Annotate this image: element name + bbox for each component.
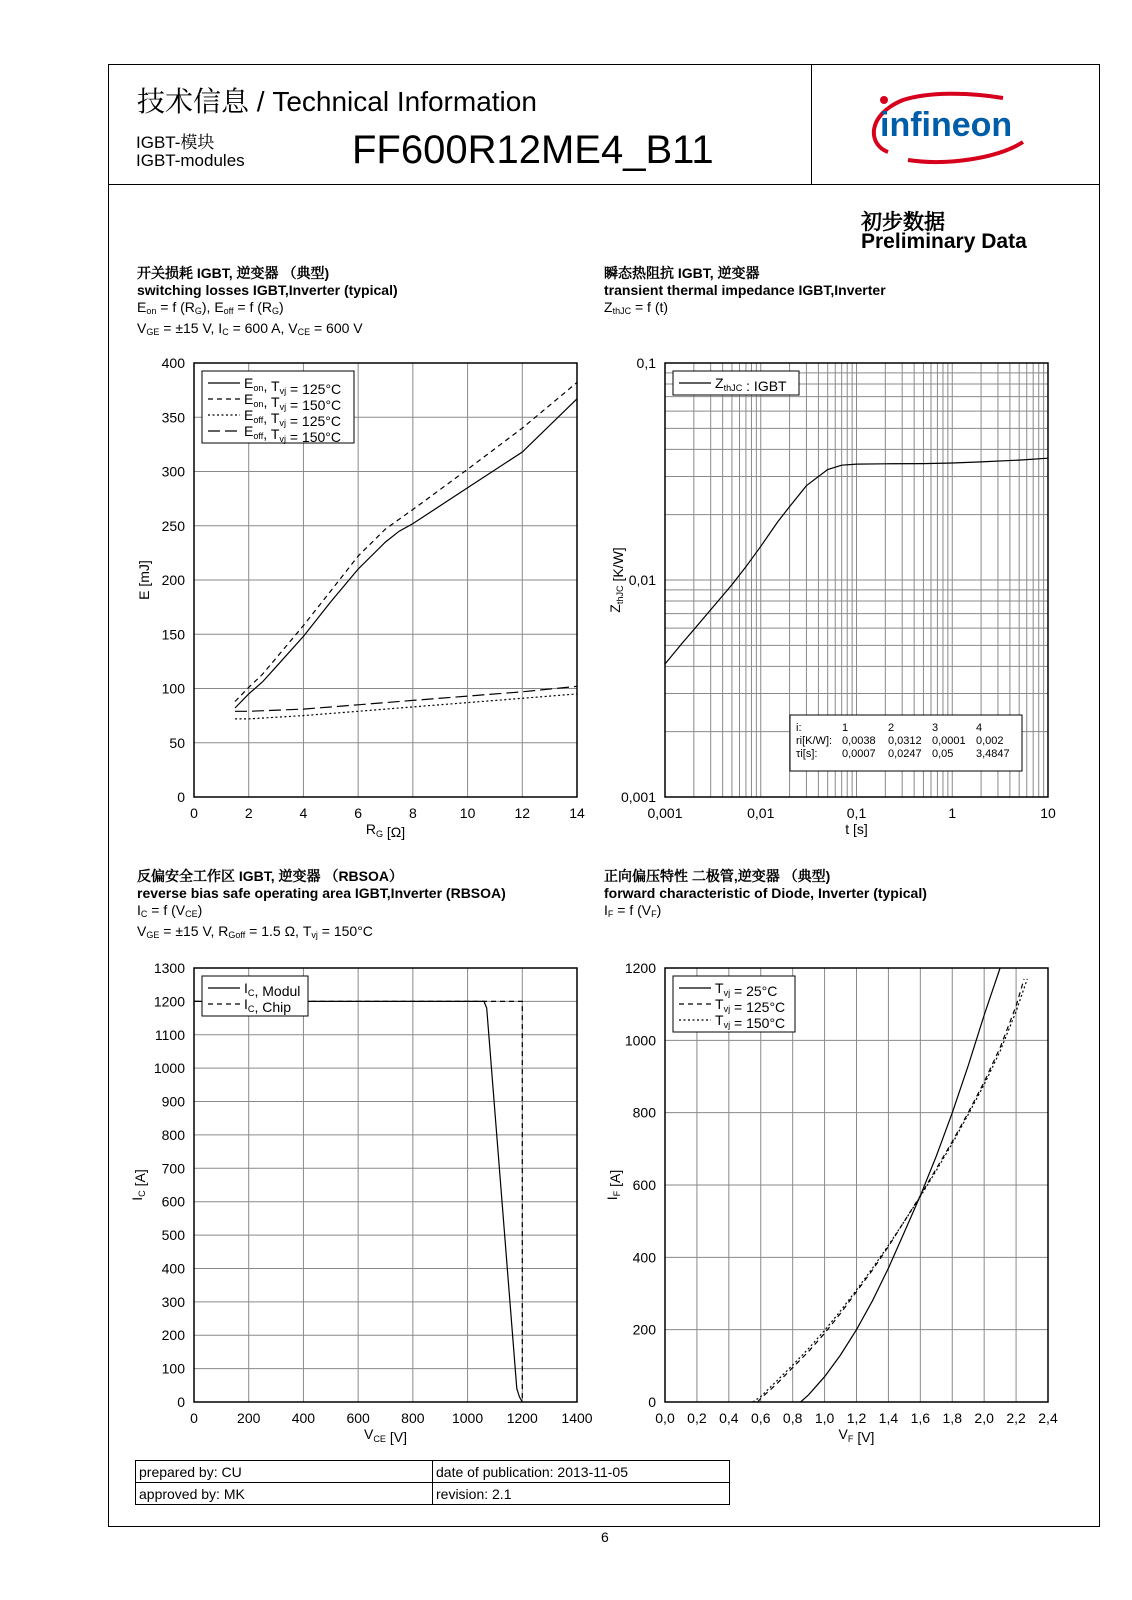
y-tick-label: 200 bbox=[632, 1321, 656, 1338]
y-tick-label: 600 bbox=[161, 1193, 185, 1210]
x-axis-label: $V_{CE}$ [V] bbox=[364, 1426, 407, 1445]
document-title: 技术信息 / Technical Information bbox=[137, 86, 537, 117]
caption-formula: $E_{on} = f$ $(R_G)$, $E_{off} = f$ $(R_G)$ bbox=[137, 299, 284, 316]
x-tick-label: 1,8 bbox=[942, 1410, 962, 1426]
y-tick-label: 0 bbox=[648, 1394, 656, 1410]
y-axis-label: $I_C$ [A] bbox=[129, 1169, 148, 1201]
y-tick-label: 0,1 bbox=[636, 355, 656, 371]
y-tick-label: 350 bbox=[161, 409, 185, 426]
caption-en: reverse bias safe operating area IGBT,Inverter (RBSOA) bbox=[137, 885, 506, 901]
y-tick-label: 600 bbox=[632, 1177, 656, 1193]
x-tick-label: 0 bbox=[190, 805, 198, 821]
y-tick-label: 900 bbox=[161, 1093, 185, 1110]
y-tick-label: 300 bbox=[161, 463, 185, 480]
rc-table-cell: 3 bbox=[932, 722, 939, 734]
x-tick-label: 14 bbox=[569, 805, 585, 821]
legend-label: $I_C$, Chip bbox=[244, 996, 292, 1015]
rc-table-cell: i: bbox=[796, 722, 802, 734]
y-tick-label: 150 bbox=[161, 626, 185, 643]
x-tick-label: 600 bbox=[346, 1410, 370, 1426]
rc-table-cell: 0,0312 bbox=[888, 735, 922, 747]
y-tick-label: 1000 bbox=[153, 1060, 185, 1077]
caption-cn: 开关损耗 IGBT, 逆变器 （典型) bbox=[137, 265, 330, 281]
rc-table-cell: 0,0038 bbox=[842, 735, 876, 747]
caption-en: forward characteristic of Diode, Inverter (typical) bbox=[604, 885, 927, 901]
caption-en: switching losses IGBT,Inverter (typical) bbox=[137, 282, 398, 298]
x-tick-label: 1000 bbox=[451, 1410, 484, 1426]
caption-cn: 瞬态热阻抗 IGBT, 逆变器 bbox=[604, 265, 760, 281]
x-tick-label: 0,4 bbox=[719, 1410, 739, 1426]
y-tick-label: 100 bbox=[161, 680, 185, 697]
publication-date: date of publication: 2013-11-05 bbox=[433, 1461, 730, 1483]
x-tick-label: 1200 bbox=[506, 1410, 538, 1426]
x-tick-label: 0,001 bbox=[647, 805, 683, 821]
caption-cn: 反偏安全工作区 IGBT, 逆变器 （RBSOA） bbox=[137, 868, 404, 884]
caption-cn: 正向偏压特性 二极管,逆变器 （典型) bbox=[604, 868, 831, 884]
logo-wordmark: infineon bbox=[880, 106, 1013, 144]
rc-table-cell: 0,002 bbox=[976, 735, 1004, 747]
page-number: 6 bbox=[601, 1529, 609, 1545]
rc-table-cell: 4 bbox=[976, 722, 983, 734]
y-tick-label: 300 bbox=[161, 1293, 185, 1310]
series-line bbox=[753, 979, 1028, 1402]
x-axis-label: $R_G$ [Ω] bbox=[365, 821, 406, 840]
y-tick-label: 500 bbox=[161, 1227, 185, 1244]
x-tick-label: 0,01 bbox=[747, 805, 775, 821]
x-tick-label: 8 bbox=[408, 805, 417, 821]
x-tick-label: 0,0 bbox=[655, 1410, 675, 1426]
x-tick-label: 12 bbox=[514, 805, 531, 821]
x-tick-label: 10 bbox=[459, 805, 476, 821]
x-tick-label: 1,0 bbox=[814, 1410, 835, 1426]
y-tick-label: 400 bbox=[161, 355, 185, 371]
revision: revision: 2.1 bbox=[433, 1483, 730, 1505]
x-tick-label: 2,0 bbox=[974, 1410, 994, 1426]
y-tick-label: 400 bbox=[161, 1260, 185, 1277]
y-tick-label: 1300 bbox=[153, 960, 185, 976]
x-tick-label: 0,1 bbox=[846, 805, 867, 821]
x-tick-label: 0,6 bbox=[751, 1410, 771, 1426]
x-tick-label: 0 bbox=[190, 1410, 198, 1426]
y-tick-label: 0 bbox=[177, 1394, 185, 1410]
x-tick-label: 1,4 bbox=[878, 1410, 899, 1426]
y-tick-label: 1200 bbox=[153, 993, 185, 1010]
x-tick-label: 2 bbox=[244, 805, 253, 821]
y-tick-label: 100 bbox=[161, 1360, 185, 1377]
y-tick-label: 0 bbox=[177, 789, 185, 805]
x-tick-label: 1,6 bbox=[910, 1410, 931, 1426]
x-tick-label: 1400 bbox=[561, 1410, 593, 1426]
y-axis-label: $Z_{thJC}$ [K/W] bbox=[607, 547, 626, 613]
legend-label: $E_{on}$, $T_{vj} = 150^\circ C$ bbox=[244, 391, 342, 413]
y-axis-label: E [mJ] bbox=[136, 560, 152, 600]
y-axis-label: $I_F$ [A] bbox=[604, 1169, 623, 1201]
legend-label: $T_{vj} = 25^\circ C$ bbox=[715, 980, 778, 999]
x-tick-label: 200 bbox=[237, 1410, 261, 1426]
y-tick-label: 200 bbox=[161, 1327, 185, 1344]
approval-table bbox=[135, 1460, 730, 1505]
legend-label: $I_C$, Modul bbox=[244, 980, 301, 999]
legend-label: $T_{vj} = 125^\circ C$ bbox=[715, 996, 786, 1015]
x-axis-label: $V_F$ [V] bbox=[838, 1426, 875, 1445]
y-tick-label: 800 bbox=[161, 1126, 185, 1143]
prepared-by: prepared by: CU bbox=[136, 1461, 433, 1483]
y-tick-label: 1200 bbox=[624, 960, 656, 976]
legend-label: $E_{on}$, $T_{vj} = 125^\circ C$ bbox=[244, 375, 342, 397]
y-tick-label: 800 bbox=[632, 1104, 656, 1121]
y-tick-label: 0,001 bbox=[620, 789, 656, 805]
y-tick-label: 200 bbox=[161, 572, 185, 588]
legend-label: $T_{vj} = 150^\circ C$ bbox=[715, 1012, 786, 1031]
y-tick-label: 0,01 bbox=[628, 572, 656, 588]
x-tick-label: 1 bbox=[948, 805, 957, 821]
module-type-en: IGBT-modules bbox=[136, 151, 245, 170]
rc-table-cell: 0,0001 bbox=[932, 735, 966, 747]
x-tick-label: 4 bbox=[299, 805, 308, 821]
legend-label: $E_{off}$, $T_{vj} = 125^\circ C$ bbox=[244, 407, 341, 429]
x-tick-label: 10 bbox=[1040, 805, 1056, 821]
x-tick-label: 2,4 bbox=[1038, 1410, 1058, 1426]
caption-formula: $I_F = f$ $(V_F)$ bbox=[604, 902, 662, 919]
preliminary-label-cn: 初步数据 bbox=[861, 211, 945, 234]
y-tick-label: 1100 bbox=[154, 1026, 185, 1043]
y-tick-label: 1000 bbox=[624, 1032, 656, 1049]
y-tick-label: 250 bbox=[161, 517, 185, 534]
x-tick-label: 6 bbox=[354, 805, 363, 821]
rc-table-cell: ri[K/W]: bbox=[796, 735, 833, 747]
preliminary-label-en: Preliminary Data bbox=[861, 230, 1027, 253]
legend-label: $E_{off}$, $T_{vj} = 150^\circ C$ bbox=[244, 423, 341, 445]
rc-table-cell: 0,05 bbox=[932, 748, 954, 760]
rc-table-cell: 2 bbox=[888, 722, 895, 734]
x-tick-label: 1,2 bbox=[846, 1410, 867, 1426]
x-axis-label: t [s] bbox=[845, 821, 868, 837]
y-tick-label: 400 bbox=[632, 1249, 656, 1266]
rc-table-cell: 0,0247 bbox=[888, 748, 922, 760]
x-tick-label: 0,2 bbox=[687, 1410, 707, 1426]
x-tick-label: 800 bbox=[401, 1410, 425, 1426]
rc-table-cell: 1 bbox=[842, 722, 849, 734]
caption-formula: $I_C = f$ $(V_{CE})$ bbox=[137, 902, 203, 919]
caption-conditions: $V_{GE} = \pm 15$ V, $I_C = 600$ A, $V_{CE} = 600$ V bbox=[137, 320, 363, 337]
rc-table-cell: 0,0007 bbox=[842, 748, 876, 760]
x-tick-label: 0,8 bbox=[782, 1410, 803, 1426]
module-type-cn: IGBT-模块 bbox=[136, 133, 215, 152]
part-number: FF600R12ME4_B11 bbox=[352, 128, 714, 172]
y-tick-label: 700 bbox=[161, 1160, 185, 1177]
legend-label: $Z_{thJC}$ : IGBT bbox=[715, 375, 787, 394]
x-tick-label: 400 bbox=[291, 1410, 316, 1426]
x-tick-label: 2,2 bbox=[1006, 1410, 1026, 1426]
y-tick-label: 50 bbox=[169, 734, 185, 751]
approved-by: approved by: MK bbox=[136, 1483, 433, 1505]
rc-table-cell: τi[s]: bbox=[796, 748, 818, 760]
caption-formula: $Z_{thJC} = f$ (t) bbox=[604, 299, 669, 316]
caption-conditions: $V_{GE} = \pm 15$ V, $R_{Goff} = 1.5$ Ω, $T_{vj} = 150^\circ C$ bbox=[137, 923, 373, 940]
rc-table-cell: 3,4847 bbox=[976, 748, 1010, 760]
caption-en: transient thermal impedance IGBT,Inverter bbox=[604, 282, 886, 298]
